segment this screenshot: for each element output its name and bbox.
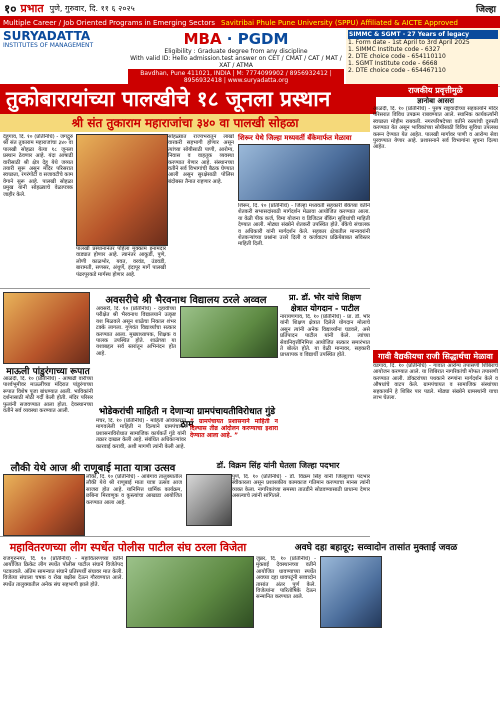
rajmata-title: लौकी येथे आज श्री राणूबाई माता यात्रा उत्सव — [10, 463, 176, 474]
ad-code: 2. DTE choice code - 654467110 — [348, 67, 446, 74]
ad-ticker — [0, 18, 500, 28]
gunde-title: भोडेकरांची माहिती न देणाऱ्या ग्रामपंचायतीविरोधात गुंडे ठाम — [98, 407, 276, 430]
ticker-left: Multiple Career / Job Oriented Programs in Emerging Sectors — [3, 19, 216, 27]
lead-column-1: देहूगाव, दि. १० (प्रतिनिधि) - जगद्गुरु श्री संत तुकाराम महाराजांचा ३४० वा पालखी सोहळा येत्या १८ जूनला प्रस्थान ठेवणार आहे. यंदा आषाढी वारीसाठी श्री क्षेत्र देहू येथे जय्यत तयारी सुरू असून मंदिर परिसरात स्वच्छता, रंगरंगोटी व सजावटीचे काम वेगाने सुरू आहे. पालखी सोहळा प्रमुख यांनी सोहळ्याचे वेळापत्रक जाहीर केले. — [3, 134, 73, 198]
dabur-title: अवघे दहा बहादूर; सव्वादोन तासांत मुक्ताई जवळ — [294, 543, 458, 553]
ad-logo-sub: INSTITUTES OF MANAGEMENT — [3, 42, 94, 49]
ad-logo: SURYADATTA — [3, 29, 91, 43]
bhor-title: प्रा. डॉ. भोर यांचे शिक्षण क्षेत्रात योगदान - पाटील — [289, 293, 361, 313]
mahavitaran-photo — [126, 556, 254, 628]
ad-code: 2. DTE choice code - 654110110 — [348, 53, 446, 60]
school-text: अवसरी, दि. १० (प्रतिनिधि) - दहावीच्या परीक्षेत श्री भैरवनाथ विद्यालयाने उत्कृष्ट यश मिळवले असून शाळेचा निकाल शंभर टक्के लागला. गुणवंत विद्यार्थ्यांचा सत्कार करण्यात आला. मुख्याध्यापक, शिक्षक व पालक उपस्थित होते. शाळेच्या या यशाबद्दल सर्व स्तरांतून अभिनंदन होत आहे. — [96, 306, 176, 357]
vitthal-text: आळंदी, दि. १० (प्रतिनिधि) - आषाढी वारीच्या पार्श्वभूमीवर माऊलींच्या मंदिरात पांडुरंगाच्या रूपात विशेष पूजा बांधण्यात आली. भाविकांनी दर्शनासाठी मोठी गर्दी केली होती. मंदिर परिसर फुलांनी सजवण्यात आला होता. देवस्थानच्या वतीने सर्व व्यवस्था करण्यात आली. — [3, 376, 93, 415]
top-right-story — [238, 134, 370, 293]
ad-code: 1. SGMT Institute code - 6668 — [348, 60, 438, 67]
brand-name: प्रभात — [20, 1, 44, 15]
ad-mba: MBA — [183, 30, 222, 48]
mahavitaran-text: राजगुरुनगर, दि. १० (प्रतिनिधि) - महावितरणच्या वतीने आयोजित क्रिकेट लीग स्पर्धेत पोलीस पाटील संघाने विजेतेपद पटकावले. अंतिम सामन्यात संघाने प्रतिस्पर्धी संघावर मात केली. विजेत्या संघाला चषक व रोख बक्षीस देऊन गौरवण्यात आले. स्पर्धेत तालुक्यातील अनेक संघ सहभागी झाले होते. — [3, 556, 123, 588]
ad-pgdm: PGDM — [237, 30, 289, 48]
section-name: जिल्हा — [476, 4, 496, 15]
ad-logo-block — [0, 28, 126, 86]
gunde-text: मंचर, दि. १० (प्रतिनिधि) - माहिती अधिकारात मागवलेली माहिती न दिल्याने ग्रामपंचायत प्रशासनाविरोधात सामाजिक कार्यकर्ते गुंडे यांनी तक्रार दाखल केली आहे. संबंधित अधिकाऱ्यांवर कारवाई करावी, अशी मागणी त्यांनी केली आहे. — [96, 418, 186, 450]
vikram-text: पुणे, दि. १० (प्रतिनिधि) - डॉ. विक्रम सिंह यांनी जिल्ह्याचा पदभार स्वीकारला असून प्रशासकीय कामकाज गतिमान करण्याचा मानस त्यांनी व्यक्त केला. नागरिकांच्या समस्या तातडीने सोडवण्यासाठी प्राधान्य देणार असल्याचे त्यांनी सांगितले. — [232, 474, 370, 500]
story-title: शिरूर येथे जिल्हा मध्यवर्ती बँकेमार्फत मेळावा — [238, 134, 352, 142]
advertisement — [0, 28, 500, 87]
right-box1-text: आळंदी, दि. १० (प्रतिनिधि) - पुरुष राष्ट्रवादीच्या सहकार्याने मंदिर परिसरात विविध उपक्रम राबवण्यात आले. स्थानिक कार्यकर्त्यांनी स्वच्छता मोहीम राबवली. नगरपरिषदेच्या वतीने रस्त्यांची दुरुस्ती करण्यात येत असून भाविकांच्या सोयीसाठी विविध सुविधा उपलब्ध करून देण्यात येत आहेत. पालखी मार्गावर पाणी व आरोग्य सेवा पुरवण्यात येणार आहे. प्रशासनाने सर्व विभागांना सूचना दिल्या आहेत. — [373, 106, 498, 151]
lead-subhead: श्री संत तुकाराम महाराजांचा ३४० वा पालखी सोहळा — [0, 114, 370, 132]
rajmata-text: लौकी, दि. १० (प्रतिनिधि) - आंबेगाव तालुक्यातील लौकी येथे श्री राणूबाई माता यात्रा उत्सव आज साजरा होत आहे. यानिमित्त धार्मिक कार्यक्रम, छबिना मिरवणूक व कुस्त्यांचा आखाडा आयोजित करण्यात आला आहे. — [86, 474, 182, 506]
ad-eligibility: Eligibility : Graduate degree from any discipline — [164, 48, 308, 55]
ad-form-date: 1. Form date - 1st April to 3rd April 2025 — [348, 39, 470, 46]
vikram-title: डॉ. विक्रम सिंह यांनी घेतला जिल्हा पदभार — [216, 461, 340, 470]
right-box2-title: गावी वैद्यकीयचा राजी सिद्धार्थचा मेळावा — [373, 350, 498, 363]
right-column — [373, 84, 498, 473]
divider — [0, 288, 370, 289]
lead-headline: तुकोबारायांच्या पालखीचे १८ जूनला प्रस्थान — [0, 84, 376, 114]
pull-quote: “ ग्रामपंचायत प्रशासनाने माहिती न दिल्यास तीव्र आंदोलन करण्याचा इशारा देण्यात आला आहे. ” — [190, 418, 278, 439]
story-text: शिरूर, दि. १० (प्रतिनिधि) - जिल्हा मध्यवर्ती सहकारी बँकेच्या वतीने शेतकरी सभासदांसाठी मार्गदर्शन मेळावा आयोजित करण्यात आला. या वेळी पीक कर्ज, विमा योजना व डिजिटल बँकिंग सुविधांची माहिती देण्यात आली. मोठ्या संख्येने शेतकरी उपस्थित होते. बँकेचे संचालक व अधिकारी यांनी मार्गदर्शन केले. सहकार क्षेत्रातील मान्यवरांनी शेतकऱ्यांच्या प्रश्नांना उत्तरे दिली व कर्जवाटप प्रक्रियेबाबत सविस्तर माहिती दिली. — [238, 203, 370, 248]
right-box1-title: राजकीय प्रवृत्तीमुळे — [373, 84, 498, 97]
lead-column-3: पालखी प्रस्थानानंतर पहिला मुक्काम इनामदार वाड्यात होणार आहे. त्यानंतर आकुर्डी, पुणे, लोणी काळभोर, यवत, वरवंड, उंडवडी, बारामती, सणसर, अंथुर्णे, इंदापूर मार्गे पालखी पंढरपूरकडे मार्गस्थ होणार आहे. — [76, 246, 166, 278]
vitthal-title: माऊली पांडुरंगाच्या रूपात — [6, 367, 90, 377]
vitthal-photo — [3, 292, 90, 364]
masthead — [0, 0, 500, 18]
ad-right-block — [346, 28, 500, 86]
ad-code: 1. SIMMC Institute code - 6327 — [348, 46, 441, 53]
bhor-text: नारायणगाव, दि. १० (प्रतिनिधि) - प्रा. डॉ. भोर यांनी शिक्षण क्षेत्रात दिलेले योगदान मोलाचे असून त्यांनी अनेक विद्यार्थ्यांना घडवले, असे प्रतिपादन पाटील यांनी केले. त्यांच्या सेवानिवृत्तीनिमित्त आयोजित सत्कार समारंभात ते बोलत होते. या वेळी मान्यवर, सहकारी प्राध्यापक व विद्यार्थी उपस्थित होते. — [280, 314, 370, 359]
ad-whatsapp: With valid ID: Hello admission.test answer on CET / CMAT / CAT / MAT / XAT / ATMA — [130, 55, 342, 69]
vikram-photo — [186, 474, 232, 526]
divider — [0, 536, 370, 537]
dabur-photo — [320, 556, 382, 628]
ad-legacy: SIMMC & SGMT - 27 Years of legacy — [348, 30, 498, 39]
school-photo — [180, 306, 278, 358]
lead-column-2: सोहळ्यात राज्यभरातून लाखो वारकरी सहभागी होणार असून त्यांच्या सोयीसाठी पाणी, आरोग्य, निवास व वाहतूक व्यवस्था करण्यात येणार आहे. संस्थानच्या वतीने सर्व विभागांची बैठक घेण्यात आली असून सुरक्षेसाठी पोलिस बंदोबस्त तैनात राहणार आहे. — [168, 134, 234, 185]
story-photo — [238, 144, 370, 201]
rajmata-photo — [3, 474, 85, 536]
right-box2-text: वडगाव, दि. १० (प्रतिनिधि) - गावात आरोग्य तपासणी शिबिराचे आयोजन करण्यात आले. या शिबिरात नागरिकांची मोफत तपासणी करण्यात आली. डॉक्टरांच्या पथकाने रुग्णांना मार्गदर्शन केले व औषधांचे वाटप केले. ग्रामपंचायत व सामाजिक संस्थांच्या सहकार्याने हे शिबिर पार पडले. मोठ्या संख्येने ग्रामस्थांनी याचा लाभ घेतला. — [373, 363, 498, 402]
page-number: १० — [4, 1, 17, 16]
ad-center-block — [126, 28, 346, 86]
ad-address: Bavdhan, Pune 411021, INDIA | M: 7774099902 / 8956932412 | 8956932418 | www.suryadatta.org — [128, 69, 344, 85]
right-box1-sub: ज्ञानोबा आसरा — [417, 97, 454, 105]
ticker-middle: Savitribai Phule Pune University (SPPU) Affiliated & AICTE Approved — [221, 19, 458, 27]
dabur-text: जुन्नर, दि. १० (प्रतिनिधि) - मुक्ताई देवस्थानच्या वतीने आयोजित धावण्याच्या स्पर्धेत अवघ्या दहा धावपटूंनी सव्वादोन तासांत अंतर पूर्ण केले. विजेत्यांना पारितोषिके देऊन सन्मानित करण्यात आले. — [256, 556, 316, 601]
issue-date: पुणे, गुरुवार, दि. ११ ६ २०२५ — [49, 3, 135, 13]
mahavitaran-title: महावितरणच्या लीग स्पर्धेत पोलीस पाटील संघ ठरला विजेता — [9, 541, 247, 554]
lead-photo — [76, 134, 168, 246]
school-title: अवसरीचे श्री भैरवनाथ विद्यालय ठरले अव्वल — [105, 295, 267, 306]
ad-programs: MBA · PGDM — [183, 30, 289, 48]
